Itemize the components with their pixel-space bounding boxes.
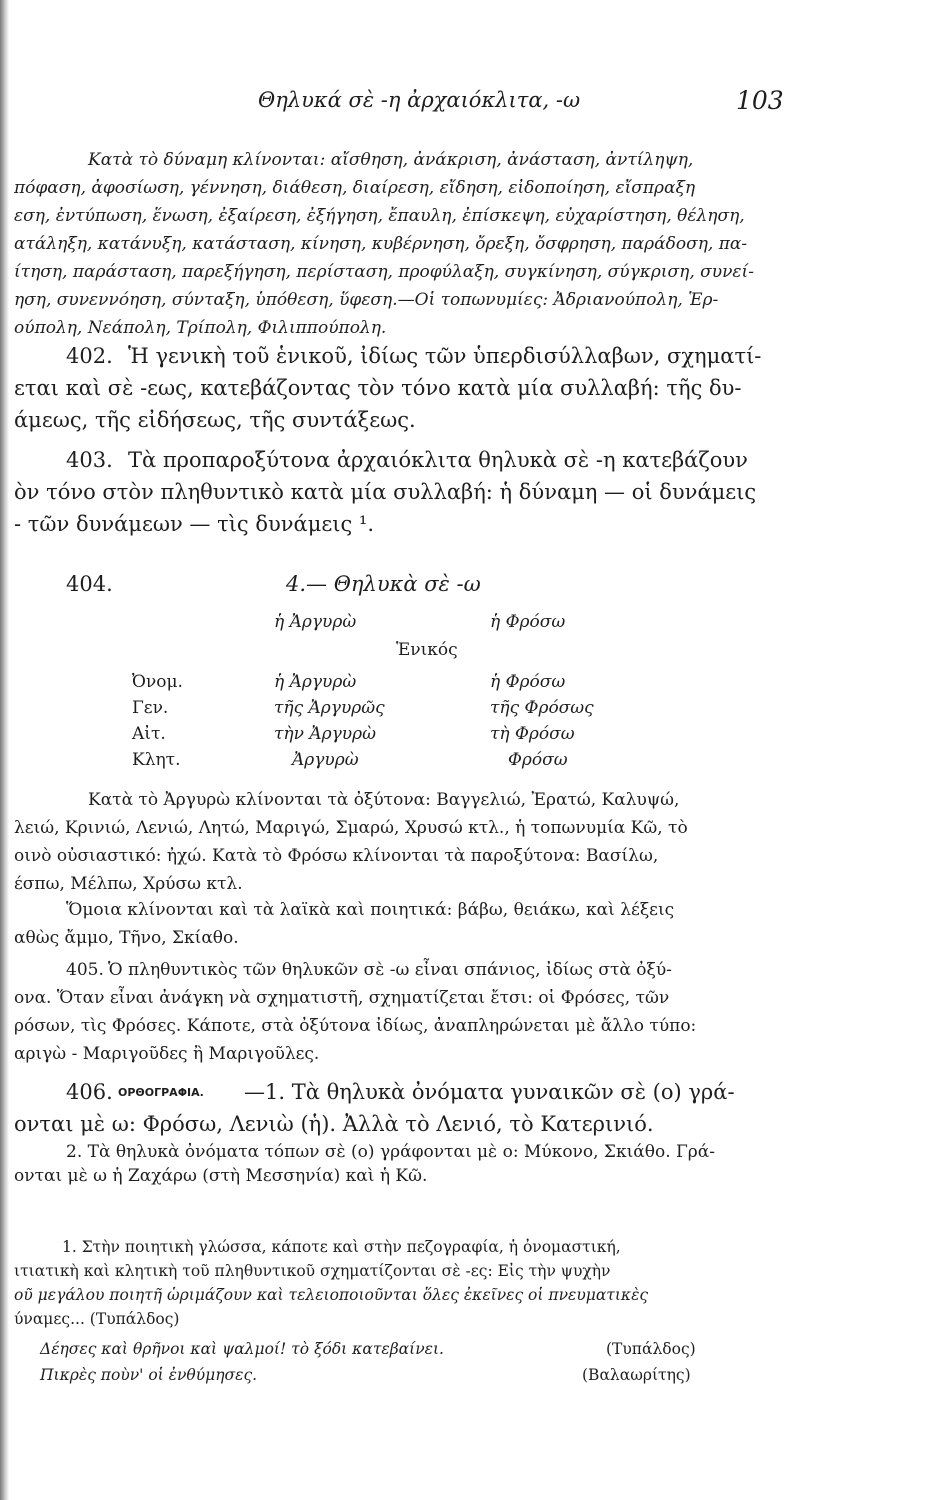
intro-line-3: εση, ἐντύπωση, ἕνωση, ἐξαίρεση, ἐξήγηση, ἔπαυλη, ἐπίσκεψη, εὐχαρίστηση, θέληση,: [14, 206, 745, 226]
footnote-line-2: ιτιατικὴ καὶ κλητικὴ τοῦ πληθυντικοῦ σχηματίζονται σὲ -ες: Εἰς τὴν ψυχὴν: [14, 1262, 611, 1280]
intro-line-7: ούπολη, Νεάπολη, Τρίπολη, Φιλιππούπολη.: [14, 318, 387, 338]
section-404-after-6: αθὼς ἄμμο, Τῆνο, Σκίαθο.: [14, 928, 239, 948]
section-403-number: 403.: [66, 448, 113, 472]
section-406-line-1: —1. Τὰ θηλυκὰ ὀνόματα γυναικῶν σὲ (ο) γρά-: [244, 1080, 735, 1104]
section-404-after-3: οινὸ οὐσιαστικό: ἠχώ. Κατὰ τὸ Φρόσω κλίνονται τὰ παροξύτονα: Βασίλω,: [14, 846, 659, 866]
section-402-line-3: άμεως, τῆς εἰδήσεως, τῆς συντάξεως.: [14, 408, 416, 432]
footnote-quote-2: Πικρὲς ποὺν' οἱ ἐνθύμησες.: [40, 1366, 258, 1384]
section-406-number: 406.: [66, 1080, 113, 1104]
section-404-after-2: λειώ, Κρινιώ, Λενιώ, Λητώ, Μαριγώ, Σμαρώ, Χρυσώ κτλ., ἡ τοπωνυμία Κῶ, τὸ: [14, 818, 688, 838]
section-404-title: 4.— Θηλυκὰ σὲ -ω: [286, 572, 481, 596]
table-case-vocative: Κλητ.: [132, 750, 181, 770]
table-case-genitive: Γεν.: [132, 698, 169, 718]
section-402-line-2: εται καὶ σὲ -εως, κατεβάζοντας τὸν τόνο κατὰ μία συλλαβή: τῆς δυ-: [14, 376, 742, 400]
section-404-after-1: Κατὰ τὸ Ἀργυρὼ κλίνονται τὰ ὀξύτονα: Βαγγελιώ, Ἐρατώ, Καλυψώ,: [88, 790, 680, 810]
footnote-quote-1: Δέησες καὶ θρῆνοι καὶ ψαλμοί! τὸ ξόδι κατεβαίνει.: [40, 1340, 444, 1358]
table-column-head-argyro: ἡ Ἀργυρὼ: [274, 612, 357, 632]
table-cell-froso-nom: ἡ Φρόσω: [490, 672, 566, 692]
section-402-number: 402.: [66, 344, 113, 368]
table-column-head-froso: ἡ Φρόσω: [490, 612, 566, 632]
table-cell-argyro-gen: τῆς Ἀργυρῶς: [274, 698, 385, 718]
section-403-line-3: - τῶν δυνάμεων — τὶς δυνάμεις ¹.: [14, 512, 375, 536]
footnote-line-1: 1. Στὴν ποιητικὴ γλώσσα, κάποτε καὶ στὴν πεζογραφία, ἡ ὀνομαστική,: [62, 1238, 621, 1256]
section-404-after-4: έσπω, Μέλπω, Χρύσω κτλ.: [14, 874, 243, 894]
section-405-line-3: ρόσων, τὶς Φρόσες. Κάποτε, στὰ ὀξύτονα ἰδίως, ἀναπληρώνεται μὲ ἄλλο τύπο:: [14, 1016, 697, 1036]
section-406-line-4: ονται μὲ ω ἡ Ζαχάρω (στὴ Μεσσηνία) καὶ ἡ Κῶ.: [14, 1166, 428, 1186]
section-405-line-1: Ὁ πληθυντικὸς τῶν θηλυκῶν σὲ -ω εἶναι σπάνιος, ἰδίως στὰ ὀξύ-: [108, 960, 672, 980]
running-header: Θηλυκά σὲ -η ἀρχαιόκλιτα, -ω: [258, 88, 581, 112]
section-405-line-4: αριγὼ - Μαριγοῦδες ἢ Μαριγοῦλες.: [14, 1044, 320, 1064]
table-case-nominative: Ὀνομ.: [132, 672, 183, 692]
table-cell-froso-voc: Φρόσω: [508, 750, 568, 770]
section-403-line-1: Τὰ προπαροξύτονα ἀρχαιόκλιτα θηλυκὰ σὲ -η κατεβάζουν: [128, 448, 748, 472]
section-402-line-1: Ἡ γενικὴ τοῦ ἑνικοῦ, ἰδίως τῶν ὑπερδισύλλαβων, σχηματί-: [128, 344, 762, 368]
section-405-line-2: ονα. Ὅταν εἶναι ἀνάγκη νὰ σχηματιστῆ, σχηματίζεται ἔτσι: οἱ Φρόσες, τῶν: [14, 988, 670, 1008]
table-cell-froso-gen: τῆς Φρόσως: [490, 698, 594, 718]
section-406-line-2: ονται μὲ ω: Φρόσω, Λενιὼ (ἡ). Ἀλλὰ τὸ Λενιό, τὸ Κατερινιό.: [14, 1112, 654, 1136]
intro-line-5: ίτηση, παράσταση, παρεξήγηση, περίσταση, προφύλαξη, συγκίνηση, σύγκριση, συνεί-: [14, 262, 754, 282]
section-403-line-2: ὸν τόνο στὸν πληθυντικὸ κατὰ μία συλλαβή: ἡ δύναμη — οἱ δυνάμεις: [14, 480, 757, 504]
section-405-number: 405.: [66, 960, 104, 980]
section-406-label: ΟΡΘΟΓΡΑΦΙΑ.: [118, 1086, 204, 1099]
table-number-label: Ἑνικός: [396, 640, 458, 660]
intro-line-1: Κατὰ τὸ δύναμη κλίνονται: αἴσθηση, ἀνάκριση, ἀνάσταση, ἀντίληψη,: [88, 150, 694, 170]
table-cell-froso-acc: τὴ Φρόσω: [490, 724, 575, 744]
footnote-quote-1-source: (Τυπάλδος): [606, 1340, 696, 1358]
intro-line-2: πόφαση, ἀφοσίωση, γέννηση, διάθεση, διαίρεση, εἴδηση, εἰδοποίηση, εἴσπραξη: [14, 178, 696, 198]
table-cell-argyro-voc: Ἀργυρὼ: [292, 750, 359, 770]
section-404-after-5: Ὅμοια κλίνονται καὶ τὰ λαϊκὰ καὶ ποιητικά: βάβω, θειάκω, καὶ λέξεις: [66, 900, 675, 920]
footnote-line-4: ύναμες... (Τυπάλδος): [14, 1310, 180, 1328]
table-cell-argyro-acc: τὴν Ἀργυρὼ: [274, 724, 376, 744]
footnote-line-3: οῦ μεγάλου ποιητῆ ὡριμάζουν καὶ τελειοποιοῦνται ὅλες ἐκεῖνες οἱ πνευματικὲς: [14, 1286, 649, 1304]
section-404-number: 404.: [66, 572, 113, 596]
section-406-line-3: 2. Τὰ θηλυκὰ ὀνόματα τόπων σὲ (ο) γράφονται μὲ ο: Μύκονο, Σκιάθο. Γρά-: [66, 1142, 716, 1162]
table-cell-argyro-nom: ἡ Ἀργυρὼ: [274, 672, 357, 692]
page-number: 103: [736, 86, 784, 115]
footnote-quote-2-source: (Βαλαωρίτης): [582, 1366, 691, 1384]
intro-line-6: ηση, συνεννόηση, σύνταξη, ὑπόθεση, ὕφεση.—Οἱ τοπωνυμίες: Ἀδριανούπολη, Ἑρ-: [14, 290, 719, 310]
table-case-accusative: Αἰτ.: [132, 724, 166, 744]
intro-line-4: ατάληξη, κατάνυξη, κατάσταση, κίνηση, κυβέρνηση, ὄρεξη, ὄσφρηση, παράδοση, πα-: [14, 234, 748, 254]
